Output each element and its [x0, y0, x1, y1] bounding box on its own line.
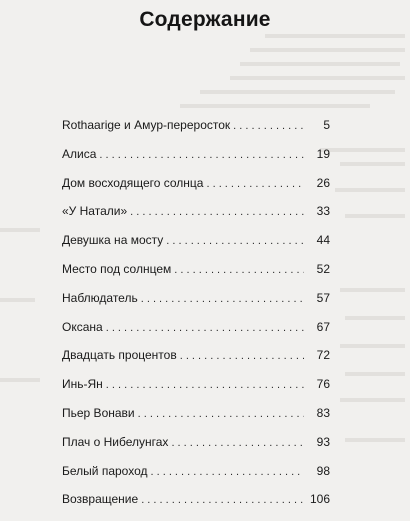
toc-entry-title: Наблюдатель — [62, 290, 138, 305]
toc-dot-leader — [130, 206, 304, 218]
toc-dot-leader — [166, 235, 304, 247]
page-title: Содержание — [139, 8, 271, 31]
toc-entry — [62, 435, 330, 464]
toc-entry-page: 72 — [316, 348, 330, 363]
toc-dot-leader — [141, 494, 304, 506]
toc-dot-leader — [233, 120, 304, 132]
toc-entry — [62, 204, 330, 233]
toc-entry — [62, 147, 330, 176]
toc-entry-title: Оксана — [62, 319, 103, 334]
toc-entry-title: Возвращение — [62, 492, 139, 507]
toc-entry-page: 57 — [316, 290, 330, 305]
toc-entry-title: Алиса — [62, 146, 97, 161]
toc-entry-title: «У Натали» — [62, 204, 128, 219]
toc-entry — [62, 233, 330, 262]
toc-entry-title: Rothaarige и Амур-перероcток — [62, 118, 231, 132]
toc-entry-title: Плач о Нибелунгах — [62, 434, 169, 449]
toc-dot-leader — [171, 437, 304, 449]
toc-entry — [62, 291, 330, 320]
toc-entry-title: Девушка на мосту — [62, 233, 164, 248]
toc-dot-leader — [180, 350, 304, 362]
toc-entry-title: Пьер Вонави — [62, 405, 135, 420]
toc-dot-leader — [206, 178, 304, 190]
toc-entry-page: 33 — [316, 204, 330, 219]
toc-entry-page: 76 — [316, 377, 330, 392]
toc-entry — [62, 176, 330, 205]
toc-dot-leader — [138, 408, 304, 420]
toc-entry — [62, 320, 330, 349]
toc-entry-title: Дом восходящего солнца — [62, 175, 204, 190]
toc-entry — [62, 348, 330, 377]
toc-dot-leader — [106, 322, 304, 334]
toc-entry-title: Инь-Ян — [62, 377, 103, 392]
toc-dot-leader — [174, 264, 304, 276]
toc-entry-title: Белый пароход — [62, 463, 148, 478]
toc-entry-page: 44 — [316, 233, 330, 248]
toc-entry-page: 83 — [316, 405, 330, 420]
toc-dot-leader — [106, 379, 304, 391]
toc-entry-title: Двадцать процентов — [62, 348, 177, 363]
toc-entry — [62, 118, 330, 147]
toc-entry — [62, 492, 330, 521]
toc-entry-title: Место под солнцем — [62, 261, 172, 276]
toc-dot-leader — [99, 149, 304, 161]
toc-entry — [62, 464, 330, 493]
toc-dot-leader — [141, 293, 304, 305]
toc-entry-page: 98 — [316, 463, 330, 478]
toc-entry-page: 67 — [316, 319, 330, 334]
toc-entry-page: 93 — [316, 434, 330, 449]
toc-entry — [62, 377, 330, 406]
toc-entry-page: 26 — [316, 175, 330, 190]
toc-dot-leader — [150, 466, 304, 478]
toc-entry-page: 5 — [323, 118, 330, 132]
toc-entry — [62, 406, 330, 435]
table-of-contents — [62, 118, 330, 521]
toc-entry — [62, 262, 330, 291]
toc-entry-page: 106 — [309, 492, 330, 507]
toc-entry-page: 19 — [316, 146, 330, 161]
toc-entry-page: 52 — [316, 261, 330, 276]
